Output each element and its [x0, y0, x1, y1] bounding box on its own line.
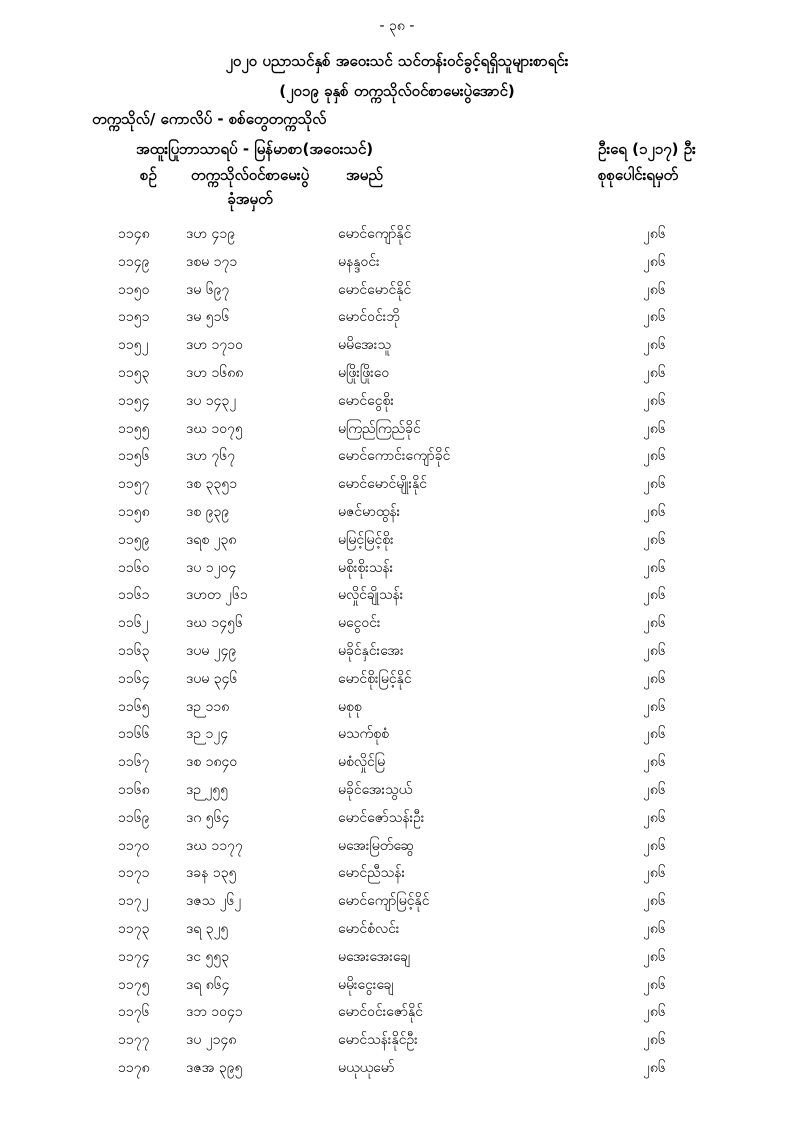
roll-number-cell: ဒရစ ၂၃၈: [186, 531, 237, 548]
marks-cell: ၂၈၆: [643, 559, 666, 576]
name-cell: မနန္ဒဝင်း: [338, 253, 380, 270]
name-cell: မသက်စုစံ: [338, 726, 389, 743]
table-row: [0, 641, 794, 669]
marks-cell: ၂၈၆: [643, 476, 666, 493]
name-cell: မောင်ကျော်နိုင်: [338, 226, 412, 242]
university-line: တက္ကသိုလ်/ ကောလိပ် - စစ်တွေတက္ကသိုလ်: [92, 110, 327, 128]
name-cell: မောင်မောင်နိုင်: [338, 281, 412, 298]
serial-cell: ၁၁၆၁: [118, 587, 150, 604]
marks-cell: ၂၈၆: [643, 448, 666, 465]
table-row: [0, 1030, 794, 1058]
serial-cell: ၁၁၇၆: [118, 1004, 150, 1021]
table-row: [0, 363, 794, 391]
roll-number-cell: ဒစ ၉၃၉: [186, 503, 230, 520]
roll-number-cell: ဒရ ၈၆၄: [186, 976, 230, 993]
table-row: [0, 752, 794, 780]
name-cell: မခိုင်နှင်းအေး: [338, 642, 404, 659]
serial-cell: ၁၁၅၂: [118, 337, 149, 354]
marks-cell: ၂၈၆: [643, 281, 666, 298]
name-cell: မောင်ဝင်းဇော်နိုင်: [338, 1004, 423, 1021]
roll-number-cell: ဒစ ၃၃၅၁: [186, 476, 238, 493]
serial-cell: ၁၁၇၀: [118, 837, 150, 854]
table-row: [0, 419, 794, 447]
roll-number-cell: ဒပ ၁၂၀၄: [186, 559, 237, 576]
header-roll-number-line2: ခုံအမှတ်: [227, 190, 273, 208]
name-cell: မအေးမြတ်ဆွေ: [338, 837, 415, 854]
name-cell: မောင်မောင်မျိုးနိုင်: [338, 476, 428, 493]
table-row: [0, 1058, 794, 1086]
table-row: [0, 1002, 794, 1030]
name-cell: မကြည်ကြည်ခိုင်: [338, 420, 421, 437]
header-name: အမည်: [346, 166, 383, 184]
table-row: [0, 808, 794, 836]
marks-cell: ၂၈၆: [643, 392, 666, 409]
name-cell: မမြင့်မြင့်စိုး: [338, 531, 394, 548]
marks-cell: ၂၈၆: [643, 364, 666, 381]
roll-number-cell: ဒပမ ၃၄၆: [186, 670, 238, 687]
serial-cell: ၁၁၄၉: [118, 253, 150, 270]
serial-cell: ၁၁၇၈: [118, 1059, 150, 1076]
serial-cell: ၁၁၅၈: [118, 503, 150, 520]
roll-number-cell: ဒင ၅၅၃: [186, 948, 230, 965]
name-cell: မောင်စံလင်း: [338, 920, 400, 937]
table-row: [0, 224, 794, 252]
roll-number-cell: ဒဃ ၁၁၇၇: [186, 837, 243, 854]
name-cell: မစိုးစိုးသန်း: [338, 559, 394, 576]
name-cell: မောင်စိုးမြင့်နိုင်: [338, 670, 412, 687]
header-serial: စဉ်: [140, 166, 157, 184]
marks-cell: ၂၈၆: [643, 670, 666, 687]
marks-cell: ၂၈၆: [643, 253, 666, 270]
table-row: [0, 558, 794, 586]
marks-cell: ၂၈၆: [643, 976, 666, 993]
serial-cell: ၁၁၆၅: [118, 698, 150, 715]
marks-cell: ၂၈၆: [643, 893, 666, 910]
table-row: [0, 697, 794, 725]
table-row: [0, 891, 794, 919]
name-cell: မစုစု: [338, 698, 362, 715]
name-cell: မောင်ငွေစိုး: [338, 392, 394, 409]
marks-cell: ၂၈၆: [643, 531, 666, 548]
roll-number-cell: ဒဘ ၁၀၄၁: [186, 1004, 243, 1021]
roll-number-cell: ဒဟ ၁၇၁၀: [186, 337, 243, 354]
name-cell: မအေးအေးချေ: [338, 948, 411, 965]
marks-cell: ၂၈၆: [643, 503, 666, 520]
table-row: [0, 919, 794, 947]
page-number: - ၃၈ -: [379, 18, 415, 34]
name-cell: မောင်သန်းနိုင်ဦး: [338, 1032, 418, 1049]
roll-number-cell: ဒဃ ၁၀၇၅: [186, 420, 243, 437]
table-row: [0, 669, 794, 697]
marks-cell: ၂၈၆: [643, 587, 666, 604]
serial-cell: ၁၁၆၉: [118, 809, 150, 826]
table-row: [0, 863, 794, 891]
table-row: [0, 780, 794, 808]
marks-cell: ၂၈၆: [643, 1059, 666, 1076]
table-row: [0, 391, 794, 419]
serial-cell: ၁၁၅၄: [118, 392, 150, 409]
roll-number-cell: ဒဟ ၄၁၉: [186, 226, 236, 242]
roll-number-cell: ဒဉ ၁၁၈: [186, 698, 230, 715]
document-subtitle: (၂၀၁၉ ခုနှစ် တက္ကသိုလ်ဝင်စာမေးပွဲအောင်): [279, 82, 515, 100]
serial-cell: ၁၁၇၃: [118, 920, 150, 937]
marks-cell: ၂၈၆: [643, 226, 666, 242]
roll-number-cell: ဒပမ ၂၄၉: [186, 642, 237, 659]
table-row: [0, 724, 794, 752]
serial-cell: ၁၁၅၆: [118, 448, 150, 465]
name-cell: မစံလှိုင်မြ: [338, 754, 386, 771]
name-cell: မောင်ဇော်သန်းဦး: [338, 809, 425, 826]
marks-cell: ၂၈၆: [643, 615, 666, 632]
name-cell: မောင်ကျော်မြင့်နိုင်: [338, 893, 430, 910]
table-row: [0, 307, 794, 335]
serial-cell: ၁၁၅၀: [118, 281, 150, 298]
marks-cell: ၂၈၆: [643, 309, 666, 326]
serial-cell: ၁၁၇၂: [118, 893, 149, 910]
roll-number-cell: ဒဇအ ၃၉၅: [186, 1059, 243, 1076]
name-cell: မောင်ဝင်းဘို: [338, 309, 400, 326]
marks-cell: ၂၈၆: [643, 920, 666, 937]
serial-cell: ၁၁၇၅: [118, 976, 150, 993]
roll-number-cell: ဒမ ၆၉၇: [186, 281, 230, 298]
roll-number-cell: ဒဟ ၁၆၈၈: [186, 364, 244, 381]
name-cell: မယုယုမော်: [338, 1059, 395, 1076]
table-row: [0, 836, 794, 864]
table-row: [0, 335, 794, 363]
table-row: [0, 585, 794, 613]
roll-number-cell: ဒပ ၁၄၃၂: [186, 392, 237, 409]
name-cell: မမိုးငွေးချေ: [338, 976, 394, 993]
serial-cell: ၁၁၄၈: [118, 226, 150, 242]
serial-cell: ၁၁၆၄: [118, 670, 150, 687]
name-cell: မောင်ကောင်းကျော်ခိုင်: [338, 448, 451, 465]
marks-cell: ၂၈၆: [643, 1032, 666, 1049]
marks-cell: ၂၈၆: [643, 865, 666, 882]
table-row: [0, 280, 794, 308]
table-row: [0, 530, 794, 558]
header-roll-number: တက္ကသိုလ်ဝင်စာမေးပွဲ: [190, 166, 310, 184]
results-table: [0, 224, 794, 1086]
document-title: ၂၀၂၀ ပညာသင်နှစ် အဝေးသင် သင်တန်းဝင်ခွင့်ရရှိသူများစာရင်း: [225, 52, 569, 70]
marks-cell: ၂၈၆: [643, 698, 666, 715]
marks-cell: ၂၈၆: [643, 948, 666, 965]
roll-number-cell: ဒမ ၅၁၆: [186, 309, 230, 326]
marks-cell: ၂၈၆: [643, 726, 666, 743]
serial-cell: ၁၁၇၇: [118, 1032, 150, 1049]
marks-cell: ၂၈၆: [643, 1004, 666, 1021]
serial-cell: ၁၁၆၈: [118, 781, 150, 798]
name-cell: မခိုင်အေးသွယ်: [338, 781, 413, 798]
roll-number-cell: ဒရ ၃၂၅: [186, 920, 229, 937]
table-row: [0, 446, 794, 474]
serial-cell: ၁၁၆၇: [118, 754, 150, 771]
serial-cell: ၁၁၅၅: [118, 420, 150, 437]
table-row: [0, 502, 794, 530]
table-row: [0, 947, 794, 975]
roll-number-cell: ဒဉ ၁၂၄: [186, 726, 229, 743]
serial-cell: ၁၁၆၃: [118, 642, 150, 659]
header-total-marks: စုစုပေါင်းရမှတ်: [598, 166, 679, 184]
roll-number-cell: ဒဟ ၇၆၇: [186, 448, 236, 465]
marks-cell: ၂၈၆: [643, 837, 666, 854]
serial-cell: ၁၁၇၁: [118, 865, 150, 882]
roll-number-cell: ဒဂ ၅၆၄: [186, 809, 230, 826]
table-row: [0, 975, 794, 1003]
name-cell: မဖြိုးဖြိုးဝေ: [338, 364, 390, 381]
marks-cell: ၂၈၆: [643, 337, 666, 354]
roll-number-cell: ဒဇသ ၂၆၂: [186, 893, 242, 910]
name-cell: မမိအေးသူ: [338, 337, 391, 354]
marks-cell: ၂၈၆: [643, 420, 666, 437]
name-cell: မငွေဝင်း: [338, 615, 381, 632]
marks-cell: ၂၈၆: [643, 809, 666, 826]
serial-cell: ၁၁၅၉: [118, 531, 150, 548]
name-cell: မလှိုင်ချိုသန်း: [338, 587, 404, 604]
table-row: [0, 474, 794, 502]
roll-number-cell: ဒဉ ၂၅၅: [186, 781, 229, 798]
name-cell: မဇင်မာထွန်း: [338, 503, 401, 520]
name-cell: မောင်ညီသန်း: [338, 865, 405, 882]
roll-number-cell: ဒစမ ၁၇၁: [186, 253, 238, 270]
serial-cell: ၁၁၅၃: [118, 364, 150, 381]
marks-cell: ၂၈၆: [643, 754, 666, 771]
table-row: [0, 613, 794, 641]
table-row: [0, 252, 794, 280]
major-subject-line: အထူးပြုဘာသာရပ် - မြန်မာစာ(အဝေးသင်): [136, 140, 374, 158]
roll-number-cell: ဒစ ၁၈၄၀: [186, 754, 238, 771]
roll-number-cell: ဒပ ၂၁၄၈: [186, 1032, 237, 1049]
total-count: ဦးရေ (၁၂၁၇) ဦး: [598, 140, 696, 158]
serial-cell: ၁၁၆၆: [118, 726, 150, 743]
serial-cell: ၁၁၇၄: [118, 948, 150, 965]
roll-number-cell: ဒဃ ၁၄၅၆: [186, 615, 243, 632]
marks-cell: ၂၈၆: [643, 642, 666, 659]
serial-cell: ၁၁၅၇: [118, 476, 150, 493]
serial-cell: ၁၁၆၀: [118, 559, 150, 576]
serial-cell: ၁၁၅၁: [118, 309, 150, 326]
roll-number-cell: ဒခန ၁၃၅: [186, 865, 237, 882]
serial-cell: ၁၁၆၂: [118, 615, 149, 632]
roll-number-cell: ဒဟတ ၂၆၁: [186, 587, 248, 604]
marks-cell: ၂၈၆: [643, 781, 666, 798]
